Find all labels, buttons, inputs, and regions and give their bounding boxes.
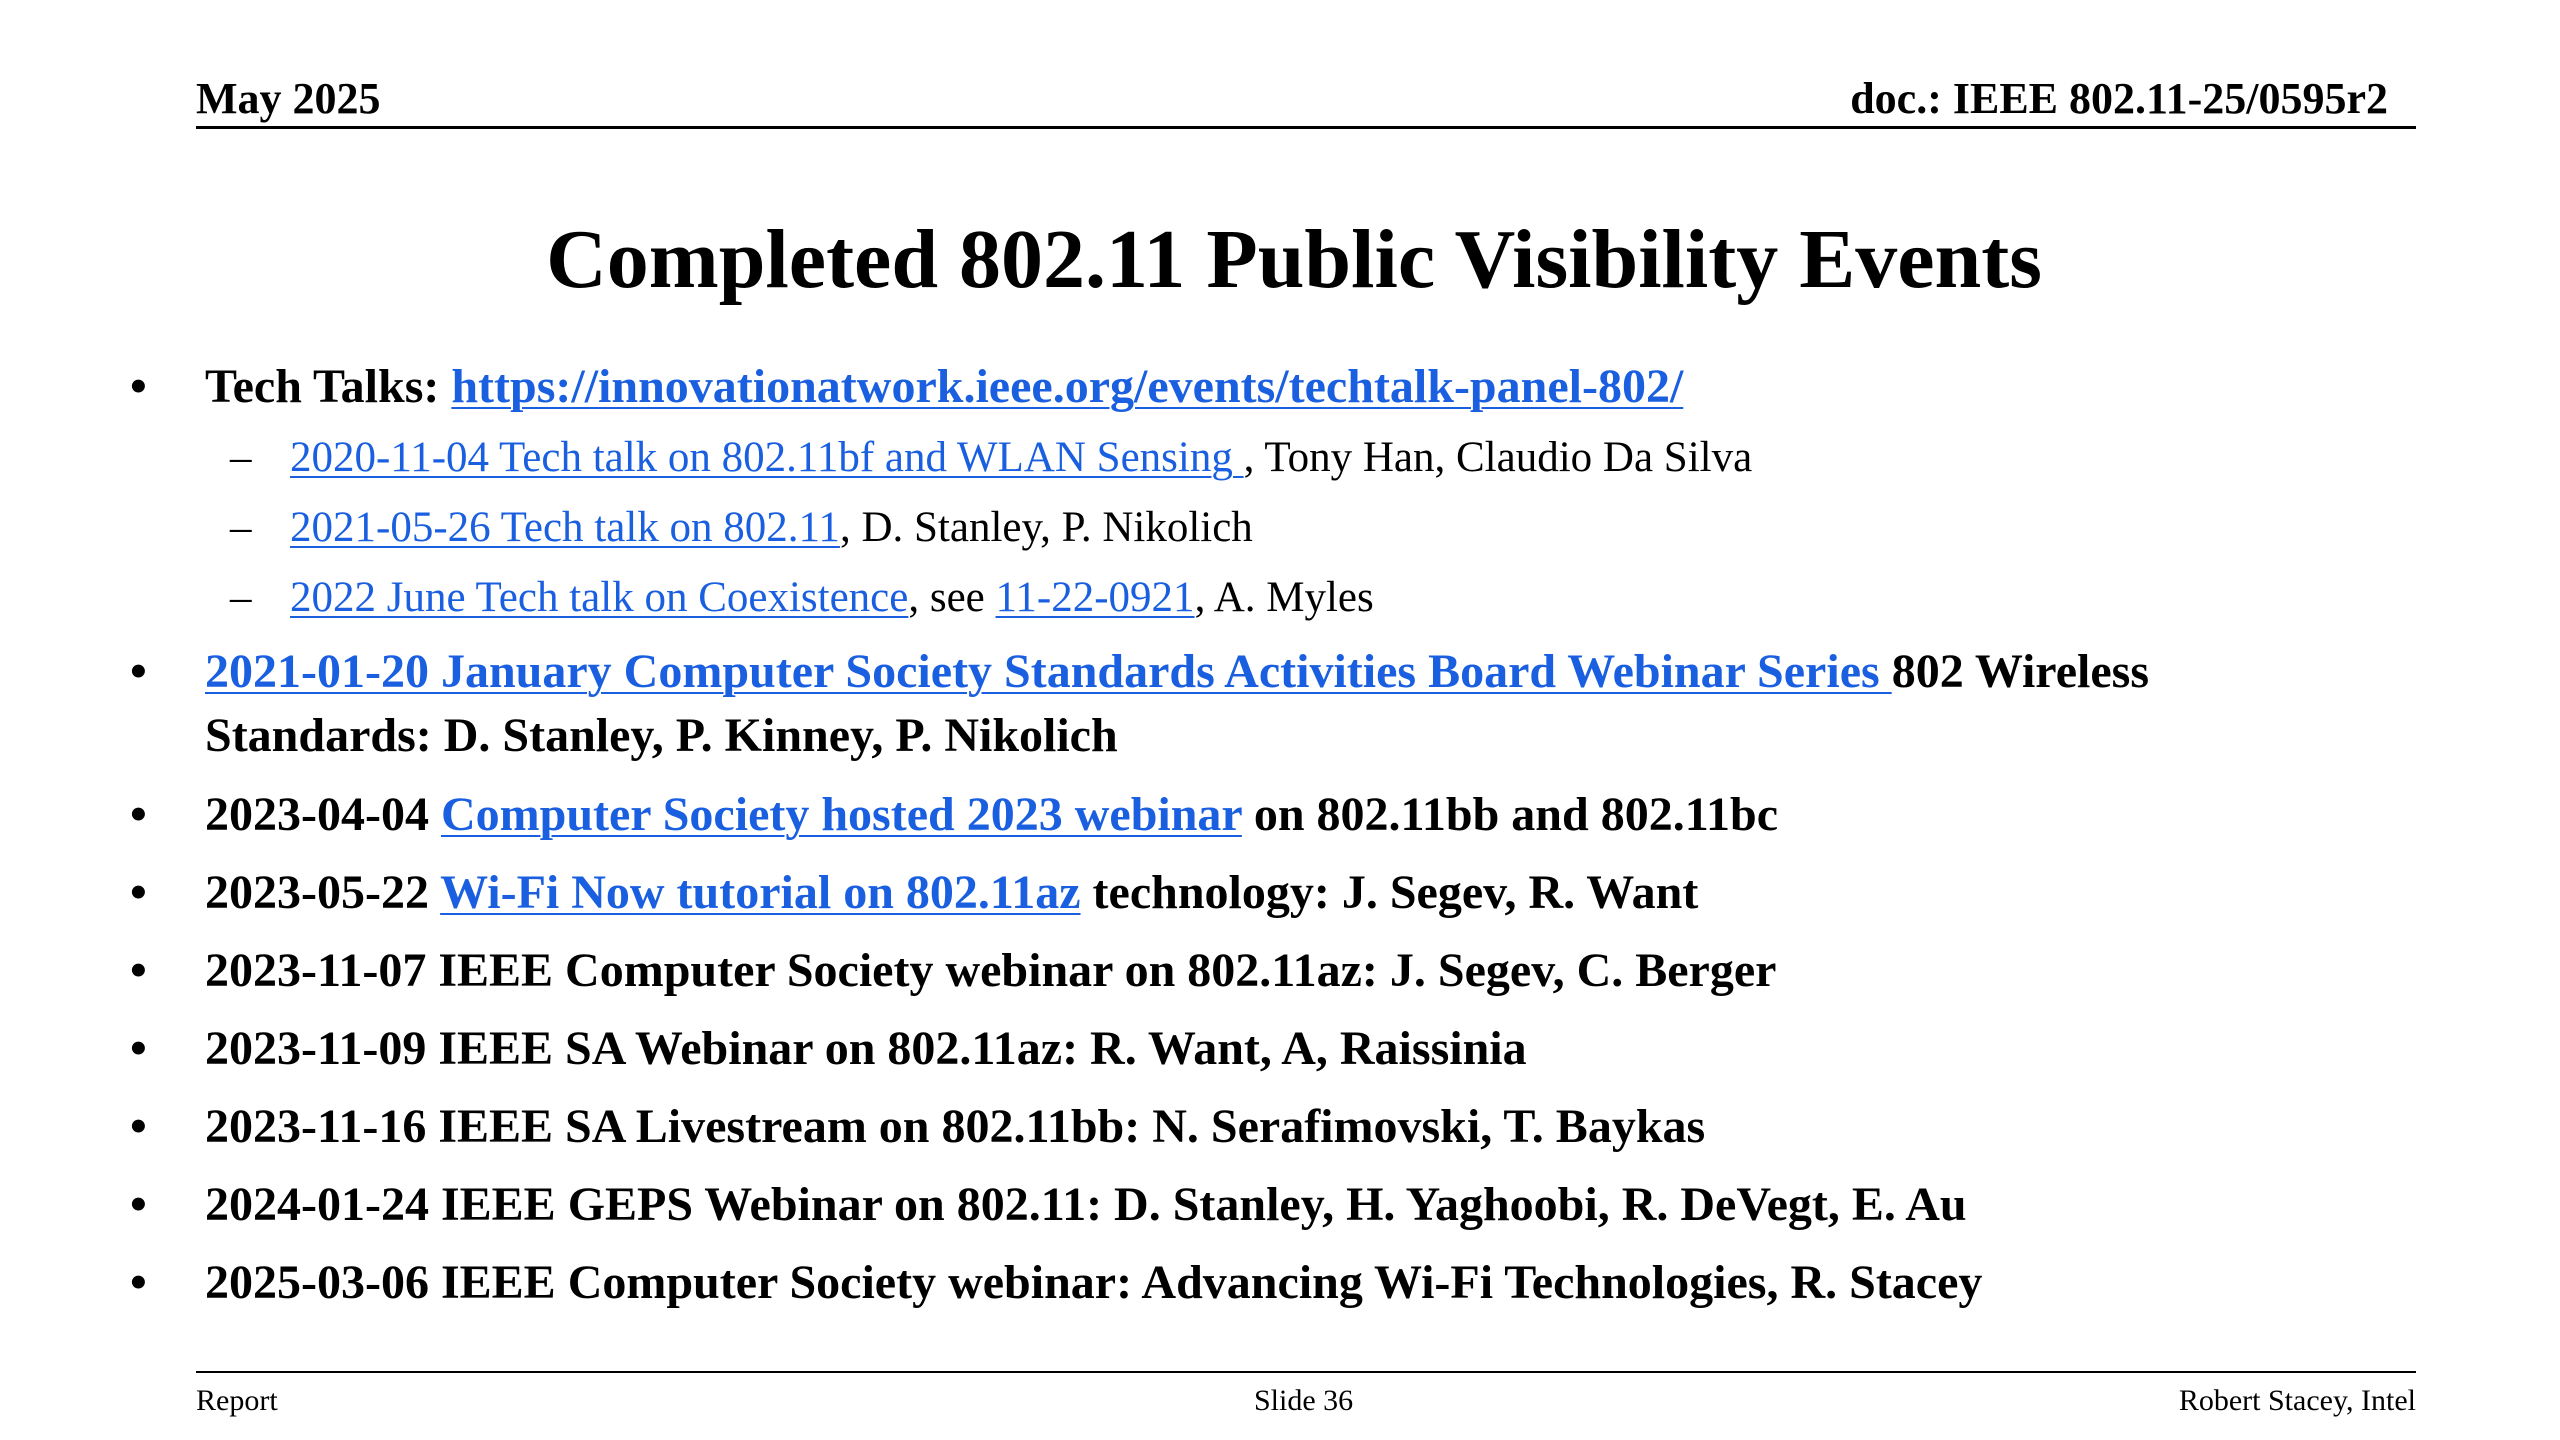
tech-talk-2022-see: , see [908,574,996,621]
event-2023-04-04-link[interactable]: Computer Society hosted 2023 webinar [440,788,1242,841]
footer-author: Robert Stacey, Intel [2178,1384,2416,1417]
footer-report: Report [196,1384,278,1417]
event-text: technology: J. Segev, R. Want [1080,866,1699,919]
header-doc-id: doc.: IEEE 802.11-25/0595r2 [1850,74,2388,123]
event-item [205,640,2425,704]
event-date: 2023-04-04 [205,788,441,841]
bullet-marker: • [130,1178,147,1231]
tech-talks-label: Tech Talks: [205,360,440,413]
tech-talk-subitem [290,497,2410,559]
event-item-continuation: Standards: D. Stanley, P. Kinney, P. Nikolich [205,709,1118,762]
tech-talk-2022-speakers: , A. Myles [1194,574,1374,621]
bullet-marker: • [130,1100,147,1153]
dash-marker: – [230,574,252,621]
event-2023-05-22-link[interactable]: Wi-Fi Now tutorial on 802.11az [440,866,1081,919]
tech-talk-2022-link[interactable]: 2022 June Tech talk on Coexistence [290,574,909,621]
event-item: 2023-11-16 IEEE SA Livestream on 802.11bb: N. Serafimovski, T. Baykas [205,1100,1706,1153]
bullet-marker: • [130,360,147,413]
slide-header [196,72,2416,129]
dash-marker: – [230,504,252,551]
dash-marker: – [230,434,252,481]
slide-title: Completed 802.11 Public Visibility Events [546,213,2042,306]
tech-talk-2021-link[interactable]: 2021-05-26 Tech talk on 802.11 [290,504,840,551]
event-date: 2023-05-22 [205,866,441,919]
tech-talk-2020-speakers: , Tony Han, Claudio Da Silva [1243,434,1753,481]
tech-talk-2021-speakers: , D. Stanley, P. Nikolich [839,504,1253,551]
tech-talk-subitem [290,567,2410,629]
footer-slide-number: Slide 36 [1254,1384,1354,1417]
event-2021-01-20-link[interactable]: 2021-01-20 January Computer Society Standards Activities Board Webinar Series [205,645,1892,698]
bullet-marker: • [130,645,147,698]
event-item: 2025-03-06 IEEE Computer Society webinar: Advancing Wi-Fi Technologies, R. Stacey [205,1256,1983,1309]
bullet-marker: • [130,788,147,841]
tech-talks-url-link[interactable]: https://innovationatwork.ieee.org/events/techtalk-panel-802/ [451,360,1684,413]
event-item [205,783,2425,847]
tech-talk-2020-link[interactable]: 2020-11-04 Tech talk on 802.11bf and WLAN Sensing [290,434,1244,481]
event-item: 2023-11-09 IEEE SA Webinar on 802.11az: R. Want, A, Raissinia [205,1022,1527,1075]
bullet-marker: • [130,1022,147,1075]
doc-11-22-0921-link[interactable]: 11-22-0921 [995,574,1195,621]
tech-talk-subitem [290,427,2410,489]
event-2021-01-20-text: 802 Wireless [1891,645,2150,698]
header-date: May 2025 [196,74,381,123]
bullet-marker: • [130,944,147,997]
tech-talks-item [205,355,2425,419]
bullet-marker: • [130,866,147,919]
event-item: 2023-11-07 IEEE Computer Society webinar on 802.11az: J. Segev, C. Berger [205,944,1777,997]
slide-footer [196,1371,2416,1417]
bullet-marker: • [130,1256,147,1309]
event-item [205,861,2425,925]
event-text: on 802.11bb and 802.11bc [1241,788,1779,841]
event-item: 2024-01-24 IEEE GEPS Webinar on 802.11: D. Stanley, H. Yaghoobi, R. DeVegt, E. Au [205,1178,1967,1231]
